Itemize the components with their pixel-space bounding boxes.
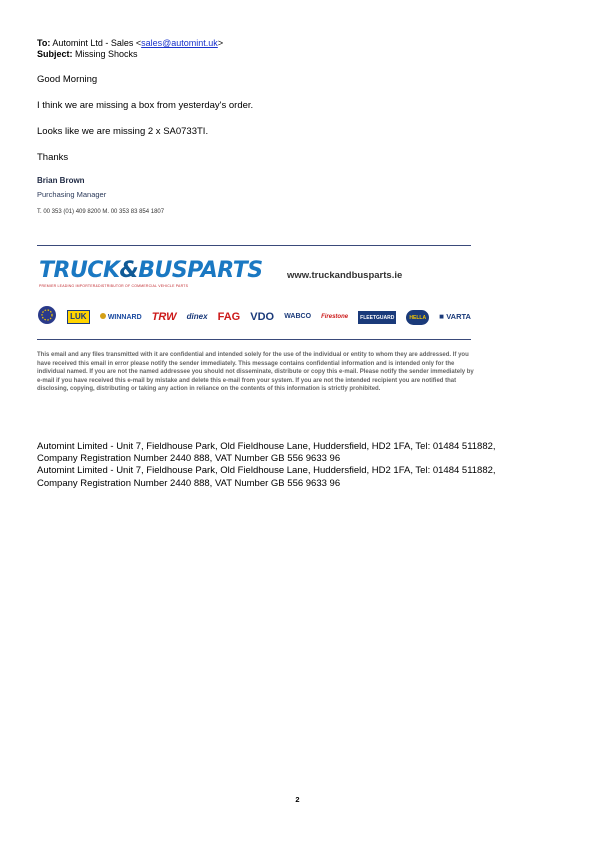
brand-hella-logo: HELLA xyxy=(406,310,429,325)
brand-firestone-logo: Firestone xyxy=(321,314,349,320)
company-line-2: Company Registration Number 2440 888, VAT Number GB 556 9633 96 xyxy=(37,453,341,465)
to-email-link[interactable]: sales@automint.uk xyxy=(141,38,218,48)
truck-bus-parts-logo xyxy=(39,258,263,294)
varta-star-icon: ■ xyxy=(439,312,444,321)
confidentiality-disclaimer: This email and any files transmitted with it are confidential and intended solely for the use of the individual or entity to whom they are addressed. If you have received this email in error please notify the sender immediately. This message contains confidential information and is intended only for the individual named. If you are not the named addressee you should not disseminate, distribute or copy this e-mail. Please notify the sender immediately by e-mail if you have received this e-mail by mistake and delete this e-mail from your system. If you are not the intended recipient you are notified that disclosing, copying, distributing or taking any action in reliance on the contents of this information is strictly prohibited. xyxy=(37,352,474,393)
divider-top xyxy=(37,245,471,246)
brand-fag-logo: FAG xyxy=(217,311,241,323)
brand-trw-logo: TRW xyxy=(151,311,177,323)
logo-text-busparts: BUSPARTS xyxy=(138,258,263,283)
body-line-1: I think we are missing a box from yesterday's order. xyxy=(37,100,254,111)
brand-varta-logo: ■ VARTA xyxy=(439,312,471,321)
company-banner[interactable] xyxy=(37,252,471,332)
signature-title: Purchasing Manager xyxy=(37,190,107,199)
company-line-4: Company Registration Number 2440 888, VAT Number GB 556 9633 96 xyxy=(37,477,341,489)
brand-dinex-logo: dinex xyxy=(186,312,208,321)
subject-value: Missing Shocks xyxy=(75,49,138,59)
to-label: To: xyxy=(37,38,51,48)
brand-fleetguard-logo: FLEETGUARD xyxy=(358,311,396,324)
signature-name: Brian Brown xyxy=(37,176,85,185)
to-line xyxy=(37,38,477,49)
logo-text-truck: TRUCK xyxy=(39,258,120,283)
website-link[interactable]: www.truckandbusparts.ie xyxy=(287,270,403,281)
email-content xyxy=(37,38,477,216)
eu-stars-icon xyxy=(37,305,57,330)
brand-vdo-logo: VDO xyxy=(250,311,275,323)
company-details xyxy=(37,441,557,490)
brand-luk-logo: LUK xyxy=(67,310,89,324)
logo-ampersand: & xyxy=(119,258,139,283)
divider-bottom xyxy=(37,339,471,340)
company-line-3: Automint Limited - Unit 7, Fieldhouse Park, Old Fieldhouse Lane, Huddersfield, HD2 1FA, Tel: 01484 511882, xyxy=(37,465,496,477)
subject-label: Subject: xyxy=(37,49,73,59)
winnard-gear-icon xyxy=(100,313,106,319)
brand-winnard-logo: WINNARD xyxy=(100,312,142,323)
to-close: > xyxy=(217,38,224,48)
logo-tagline: PREMIER LEADING IMPORTER&DISTRIBUTOR OF COMMERCIAL VEHICLE PARTS xyxy=(39,284,189,288)
body-line-2: Looks like we are missing 2 x SA0733TI. xyxy=(37,126,209,137)
company-line-1: Automint Limited - Unit 7, Fieldhouse Park, Old Fieldhouse Lane, Huddersfield, HD2 1FA, Tel: 01484 511882, xyxy=(37,441,496,452)
thanks: Thanks xyxy=(37,152,69,163)
page-number: 2 xyxy=(295,795,300,804)
greeting: Good Morning xyxy=(37,74,98,85)
signature-phones: T. 00 353 (01) 409 8200 M. 00 353 83 854 1807 xyxy=(37,209,165,215)
brand-logos-row xyxy=(37,304,471,330)
subject-line xyxy=(37,49,477,60)
to-name: Automint Ltd - Sales < xyxy=(52,38,142,48)
brand-wabco-logo: WABCO xyxy=(284,313,312,320)
